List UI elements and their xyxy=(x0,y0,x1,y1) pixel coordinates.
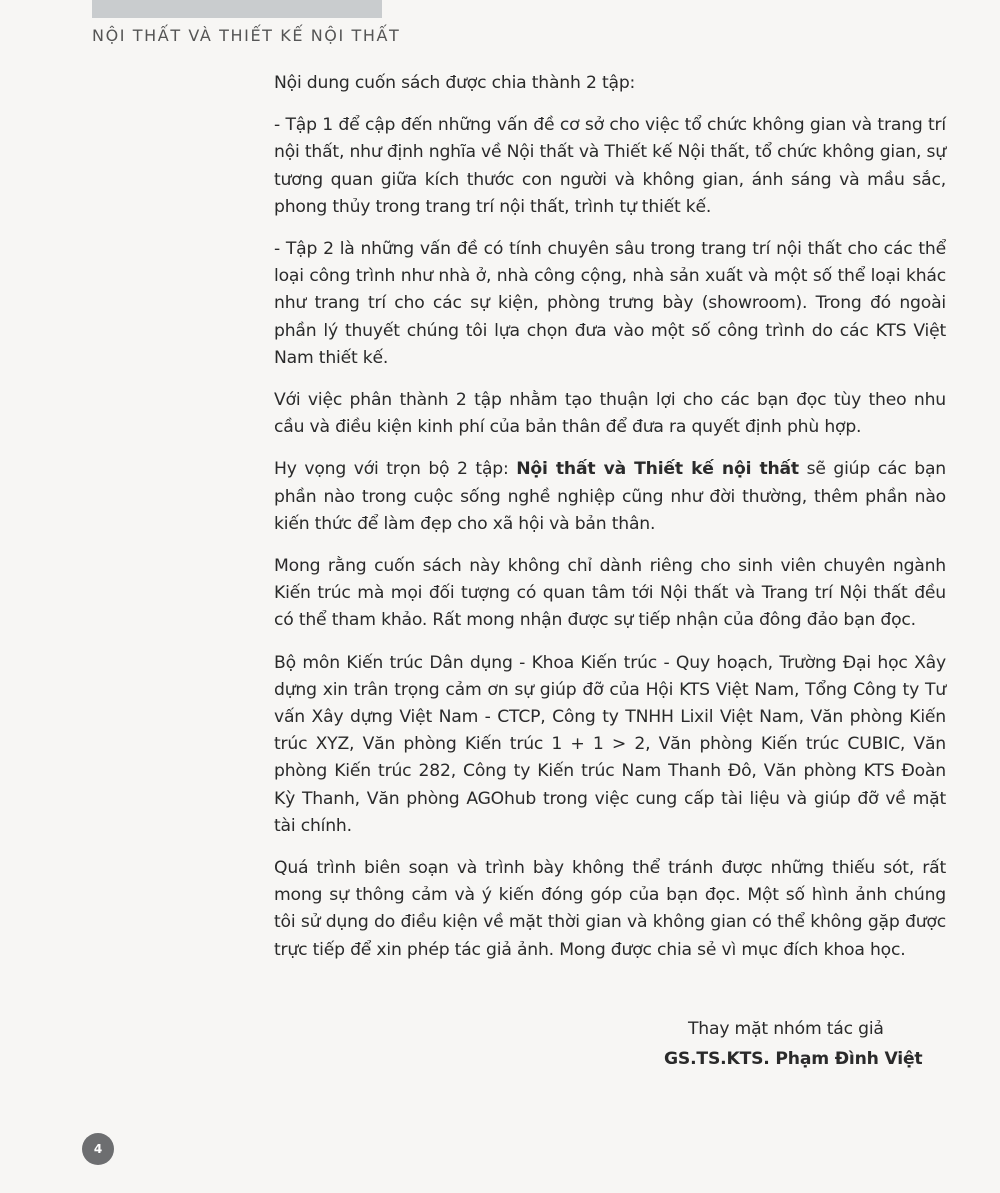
paragraph-volume-1: - Tập 1 để cập đến những vấn đề cơ sở cho việc tổ chức không gian và trang trí nội thất, như định nghĩa về Nội thất và Thiết kế Nội thất, tổ chức không gian, sự tương quan giữa kích thước con người và không gian, ánh sáng và mầu sắc, phong thủy trong trang trí nội thất, trình tự thiết kế. xyxy=(274,115,946,217)
signature-role: Thay mặt nhóm tác giả xyxy=(688,1019,884,1039)
hope-text-before: Hy vọng với trọn bộ 2 tập: xyxy=(274,459,517,480)
signature-block xyxy=(640,1014,940,1074)
paragraph-apology: Quá trình biên soạn và trình bày không thể tránh được những thiếu sót, rất mong sự thông cảm và ý kiến đóng góp của bạn đọc. Một số hình ảnh chúng tôi sử dụng do điều kiện về mặt thời gian và không gian có thể không gặp được trực tiếp để xin phép tác giả ảnh. Mong được chia sẻ vì mục đích khoa học. xyxy=(274,858,946,960)
paragraph-audience: Mong rằng cuốn sách này không chỉ dành riêng cho sinh viên chuyên ngành Kiến trúc mà mọi đối tượng có quan tâm tới Nội thất và Trang trí Nội thất đều có thể tham khảo. Rất mong nhận được sự tiếp nhận của đông đảo bạn đọc. xyxy=(274,556,946,631)
page-number-badge xyxy=(82,1133,114,1165)
paragraph-division: Với việc phân thành 2 tập nhằm tạo thuận lợi cho các bạn đọc tùy theo nhu cầu và điều kiện kinh phí của bản thân để đưa ra quyết định phù hợp. xyxy=(274,390,946,438)
book-title-bold: Nội thất và Thiết kế nội thất xyxy=(516,459,799,480)
paragraph-intro: Nội dung cuốn sách được chia thành 2 tập: xyxy=(274,73,636,93)
paragraph-volume-2: - Tập 2 là những vấn đề có tính chuyên sâu trong trang trí nội thất cho các thể loại công trình như nhà ở, nhà công cộng, nhà sản xuất và một số thể loại khác như trang trí cho các sự kiện, phòng trưng bày (showroom). Trong đó ngoài phần lý thuyết chúng tôi lựa chọn đưa vào một số công trình do các KTS Việt Nam thiết kế. xyxy=(274,239,946,368)
body-text xyxy=(274,70,946,979)
paragraph-acknowledgement: Bộ môn Kiến trúc Dân dụng - Khoa Kiến trúc - Quy hoạch, Trường Đại học Xây dựng xin trân trọng cảm ơn sự giúp đỡ của Hội KTS Việt Nam, Tổng Công ty Tư vấn Xây dựng Việt Nam - CTCP, Công ty TNHH Lixil Việt Nam, Văn phòng Kiến trúc XYZ, Văn phòng Kiến trúc 1 + 1 > 2, Văn phòng Kiến trúc CUBIC, Văn phòng Kiến trúc 282, Công ty Kiến trúc Nam Thanh Đô, Văn phòng KTS Đoàn Kỳ Thanh, Văn phòng AGOhub trong việc cung cấp tài liệu và giúp đỡ về mặt tài chính. xyxy=(274,652,946,836)
signature-name: GS.TS.KTS. Phạm Đình Việt xyxy=(664,1049,923,1069)
running-header: NỘI THẤT VÀ THIẾT KẾ NỘI THẤT xyxy=(92,26,401,45)
hope-text-after: sẽ giúp các bạn phần nào trong cuộc sống nghề nghiệp cũng như đời thường, thêm phần nào kiến thức để làm đẹp cho xã hội và bản thân. xyxy=(274,459,946,534)
paragraph-hope xyxy=(274,456,946,538)
page-number: 4 xyxy=(93,1142,103,1156)
header-bar xyxy=(92,0,382,18)
